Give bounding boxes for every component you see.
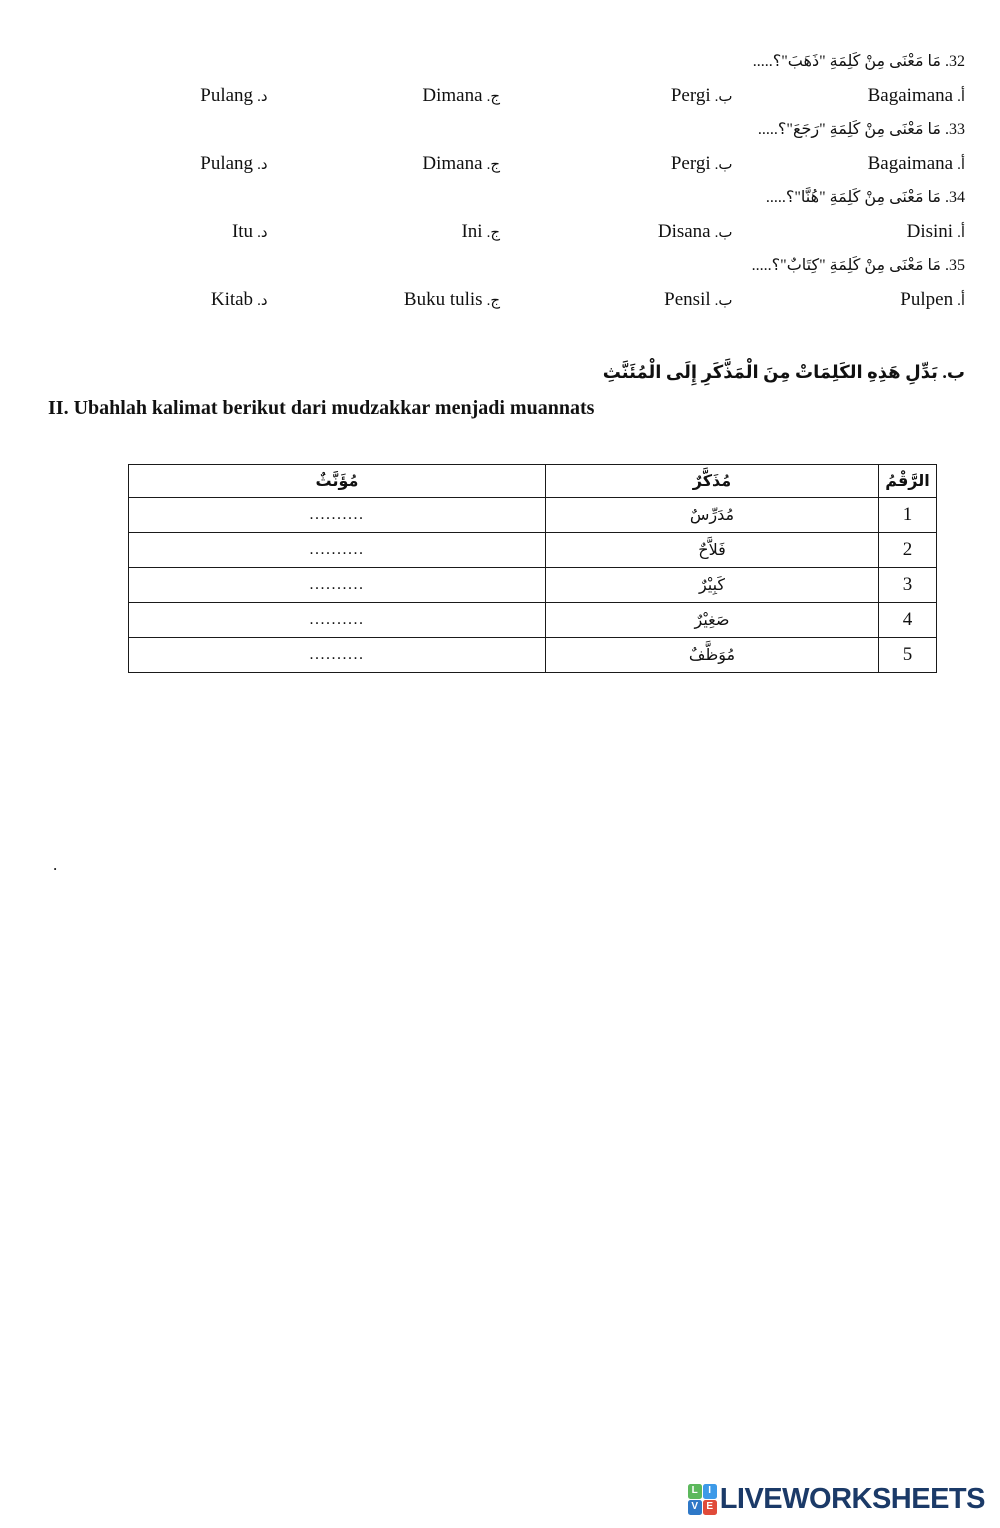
option-label: د. [257,157,268,173]
option-33-b[interactable] [500,147,733,182]
header-feminine: مُؤَنَّثٌ [129,465,546,498]
option-label: ب. [714,225,733,241]
conversion-table [128,464,937,673]
cell-number: 3 [879,568,937,603]
logo-tile-i: I [703,1484,717,1499]
option-text: Dimana [422,85,483,106]
option-35-a[interactable] [733,283,966,318]
option-label: ج. [486,293,500,309]
option-text: Pulpen [900,289,954,310]
stray-period: . [53,855,58,874]
cell-number: 1 [879,498,937,533]
option-label: ب. [714,293,733,309]
option-label: ب. [714,89,733,105]
header-number: الرَّقْمُ [879,465,937,498]
option-35-b[interactable] [500,283,733,318]
section-b-arabic-title: ب. بَدِّلِ هَذِهِ الكَلِمَاتْ مِنَ الْمَذَّكَرِ إِلَى الْمُئَنَّثِ [602,362,965,382]
option-text: Disini [906,221,954,242]
cell-number: 5 [879,638,937,673]
option-33-d[interactable] [35,147,268,182]
option-text: Bagaimana [867,153,954,174]
table-row [129,638,937,673]
option-32-a[interactable] [733,79,966,114]
logo-tile-e: E [703,1500,717,1515]
liveworksheets-logo[interactable] [688,1483,985,1515]
answer-blank[interactable]: .......... [129,568,546,603]
cell-masculine: مُوَظَّفٌ [546,638,879,673]
instruction-heading: II. Ubahlah kalimat berikut dari mudzakkar menjadi muannats [48,397,595,419]
brand-wordmark: LIVEWORKSHEETS [719,1483,985,1515]
option-text: Bagaimana [867,85,954,106]
table-row [129,568,937,603]
answer-blank[interactable]: .......... [129,638,546,673]
table-row [129,498,937,533]
option-text: Pergi [670,85,711,106]
table-row [129,533,937,568]
quiz-section [0,45,1000,317]
option-label: أ. [957,157,965,173]
question-33: 33. مَا مَعْنَى مِنْ كَلِمَةِ "رَجَعَ"؟..... [757,121,965,138]
option-34-c[interactable] [268,215,501,250]
option-text: Ini [461,221,483,242]
cell-number: 4 [879,603,937,638]
option-35-c[interactable] [268,283,501,318]
option-label: أ. [957,89,965,105]
cell-masculine: فَلاَّحٌ [546,533,879,568]
logo-tile-v: V [688,1500,702,1515]
question-35-options [35,283,965,317]
option-label: أ. [957,225,965,241]
option-text: Itu [231,221,254,242]
question-34: 34. مَا مَعْنَى مِنْ كَلِمَةِ "هُنَّا"؟..... [765,189,965,206]
option-text: Pulang [200,85,254,106]
question-33-options [35,147,965,181]
option-35-d[interactable] [35,283,268,318]
option-label: ج. [486,157,500,173]
option-label: د. [257,225,268,241]
table-header-row [129,465,937,498]
option-34-b[interactable] [500,215,733,250]
option-label: ب. [714,157,733,173]
header-masculine: مُذَكَّرٌ [546,465,879,498]
option-32-b[interactable] [500,79,733,114]
option-label: ج. [486,225,500,241]
option-label: ج. [486,89,500,105]
cell-masculine: كَبِيْرٌ [546,568,879,603]
logo-tile-l: L [688,1484,702,1499]
question-32: 32. مَا مَعْنَى مِنْ كَلِمَةِ "ذَهَبَ"؟..... [752,53,965,70]
cell-number: 2 [879,533,937,568]
cell-masculine: مُدَرِّسٌ [546,498,879,533]
option-label: د. [257,293,268,309]
option-label: د. [257,89,268,105]
option-34-a[interactable] [733,215,966,250]
option-text: Pulang [200,153,254,174]
liveworksheets-grid-icon [688,1484,717,1515]
cell-masculine: صَغِيْرٌ [546,603,879,638]
option-text: Disana [657,221,711,242]
question-34-options [35,215,965,249]
answer-blank[interactable]: .......... [129,603,546,638]
answer-blank[interactable]: .......... [129,498,546,533]
option-text: Dimana [422,153,483,174]
option-text: Pensil [664,289,711,310]
option-label: أ. [957,293,965,309]
option-text: Buku tulis [403,289,483,310]
answer-blank[interactable]: .......... [129,533,546,568]
question-35: 35. مَا مَعْنَى مِنْ كَلِمَةِ "كِتَابٌ"؟..... [751,257,965,274]
option-33-c[interactable] [268,147,501,182]
option-32-d[interactable] [35,79,268,114]
option-33-a[interactable] [733,147,966,182]
option-text: Kitab [210,289,254,310]
option-32-c[interactable] [268,79,501,114]
question-32-options [35,79,965,113]
table-row [129,603,937,638]
option-34-d[interactable] [35,215,268,250]
option-text: Pergi [670,153,711,174]
